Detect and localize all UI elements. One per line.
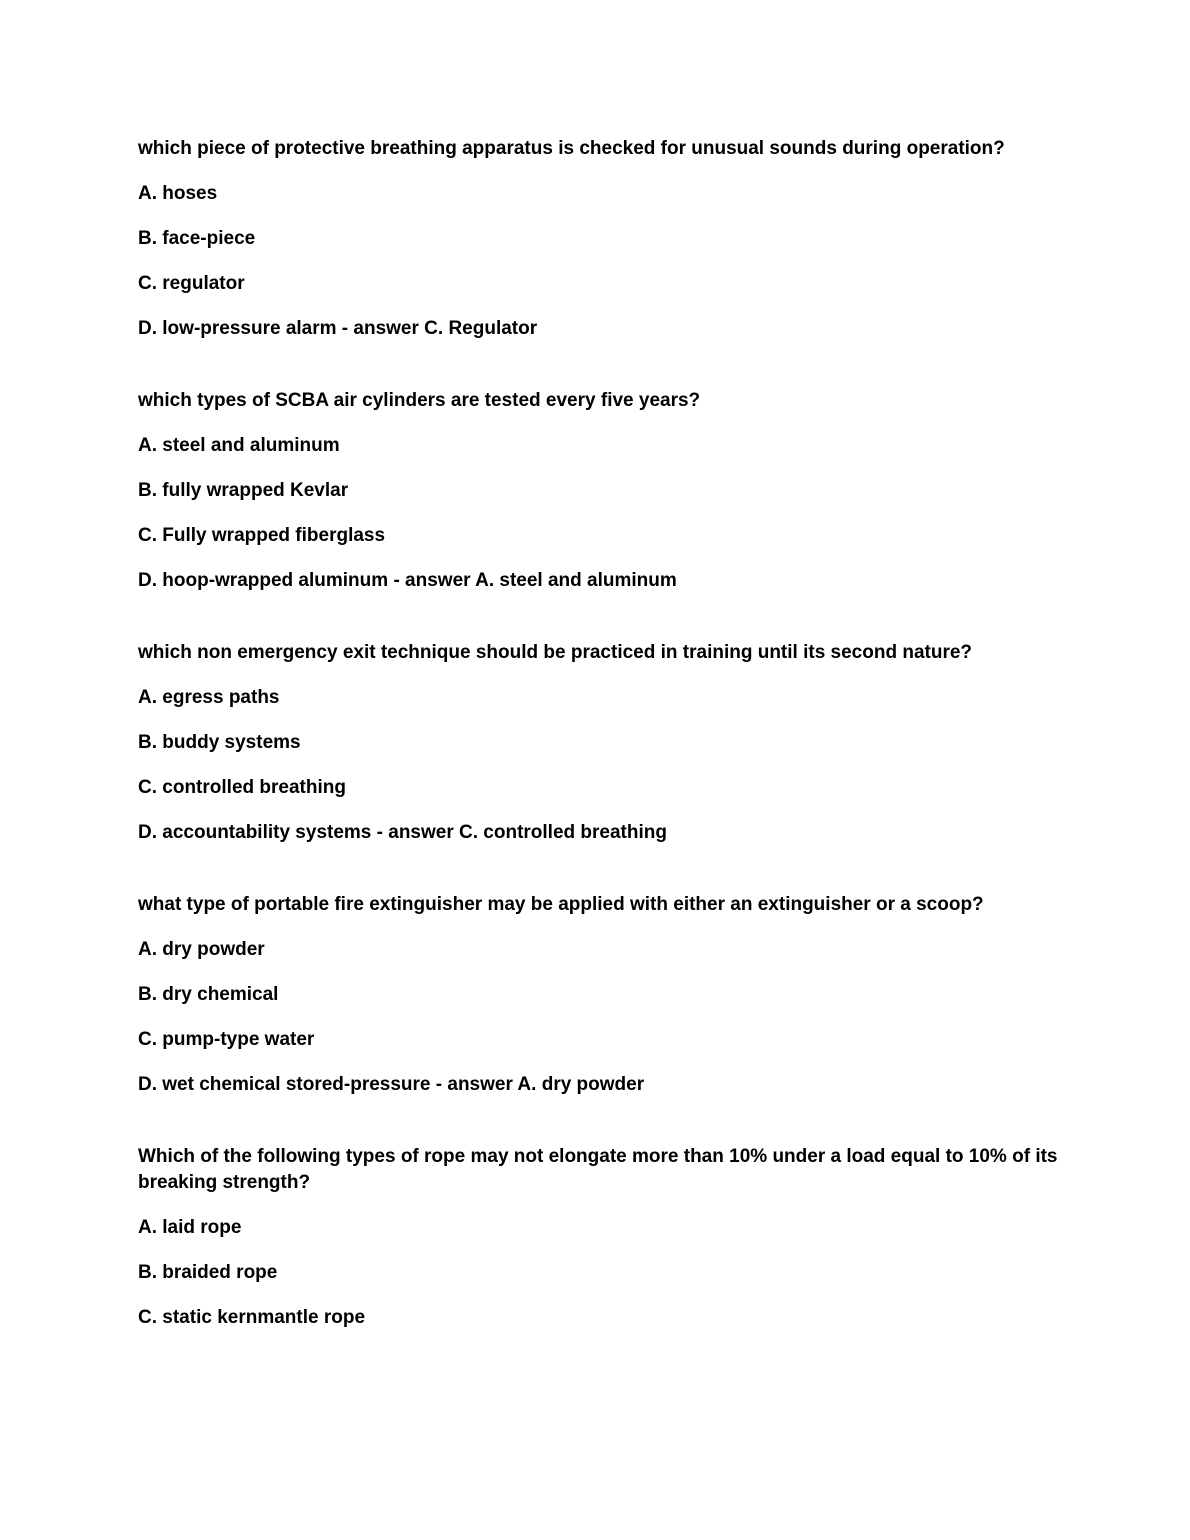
answer-option-c: C. regulator xyxy=(138,273,245,294)
question-text: which types of SCBA air cylinders are tested every five years? xyxy=(138,390,701,411)
answer-option-b: B. buddy systems xyxy=(138,732,301,753)
answer-option-c: C. pump-type water xyxy=(138,1029,315,1050)
answer-option-d: D. accountability systems - answer C. controlled breathing xyxy=(138,822,667,843)
answer-option-a: A. hoses xyxy=(138,183,218,204)
answer-option-d: D. wet chemical stored-pressure - answer A. dry powder xyxy=(138,1074,645,1095)
question-text: which non emergency exit technique should be practiced in training until its second nature? xyxy=(138,642,973,663)
answer-option-d: D. hoop-wrapped aluminum - answer A. steel and aluminum xyxy=(138,570,677,591)
answer-option-b: B. braided rope xyxy=(138,1262,278,1283)
document-content xyxy=(138,136,1063,1377)
answer-option-a: A. egress paths xyxy=(138,687,280,708)
question-text: Which of the following types of rope may not elongate more than 10% under a load equal to 10% of its breaking strength? xyxy=(138,1146,1058,1193)
answer-option-c: C. controlled breathing xyxy=(138,777,346,798)
answer-option-d: D. low-pressure alarm - answer C. Regulator xyxy=(138,318,538,339)
answer-option-c: C. static kernmantle rope xyxy=(138,1307,366,1328)
answer-option-a: A. dry powder xyxy=(138,939,265,960)
answer-option-b: B. face-piece xyxy=(138,228,256,249)
question-block-2 xyxy=(138,388,1063,594)
question-text: what type of portable fire extinguisher may be applied with either an extinguisher or a scoop? xyxy=(138,894,984,915)
question-block-5 xyxy=(138,1144,1063,1331)
answer-option-b: B. fully wrapped Kevlar xyxy=(138,480,349,501)
answer-option-a: A. laid rope xyxy=(138,1217,242,1238)
answer-option-c: C. Fully wrapped fiberglass xyxy=(138,525,386,546)
question-block-3 xyxy=(138,640,1063,846)
question-block-4 xyxy=(138,892,1063,1098)
question-text: which piece of protective breathing apparatus is checked for unusual sounds during operation? xyxy=(138,138,1005,159)
question-block-1 xyxy=(138,136,1063,342)
answer-option-b: B. dry chemical xyxy=(138,984,279,1005)
answer-option-a: A. steel and aluminum xyxy=(138,435,340,456)
